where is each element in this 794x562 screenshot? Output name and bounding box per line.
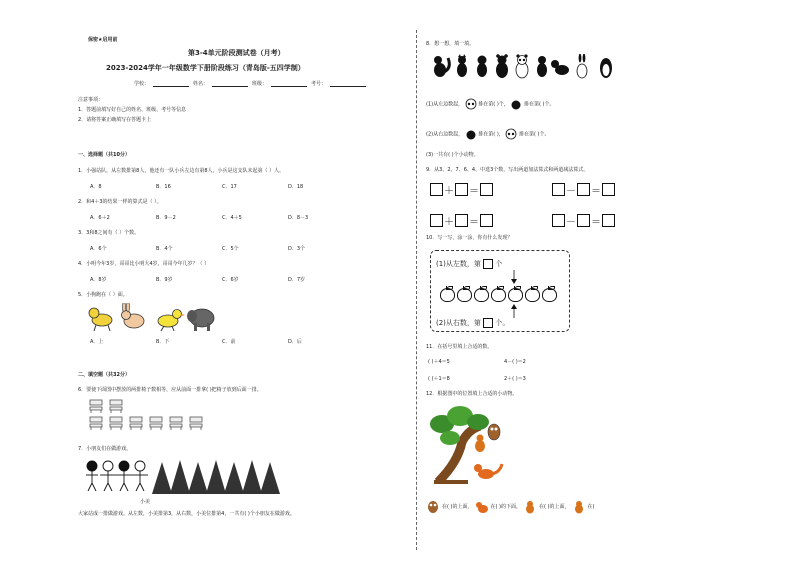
answer-box[interactable] <box>480 214 493 227</box>
q2-option-a[interactable]: A．6＋2 <box>90 215 110 221</box>
addition-equation-2: ＋ ＝ <box>430 213 493 228</box>
school-field[interactable] <box>153 82 189 87</box>
q4-option-d[interactable]: D．7岁 <box>288 277 306 283</box>
note-item: 2．请将答案正确填写在答题卡上 <box>78 117 152 123</box>
q3-option-d[interactable]: D．3个 <box>288 246 306 252</box>
q11-item[interactable]: ( )＋4＝5 <box>428 359 450 365</box>
question-7-text: 大家站成一排做游戏。从左数，小美排第3，从右数，小美位排第4，一共有( )个小朋友在做游戏。 <box>78 511 295 517</box>
chick-icon <box>158 310 185 332</box>
squirrel-icon <box>465 128 477 140</box>
penguin-icon <box>600 58 612 78</box>
q5-option-d[interactable]: D．后 <box>288 339 302 345</box>
squirrel-icon <box>434 56 449 77</box>
addition-equation-1: ＋ ＝ <box>430 182 493 197</box>
question-7: 7．小朋友们在做游戏。 <box>78 446 132 452</box>
kid-name-label: 小美 <box>140 499 151 505</box>
student-info-row <box>134 82 366 87</box>
cat-icon <box>537 56 547 77</box>
rabbit-icon <box>122 303 145 328</box>
apple-icon <box>457 288 472 302</box>
q2-option-c[interactable]: C．4＋5 <box>222 215 242 221</box>
page-title: 第3-4单元阶段测试卷（月考） <box>188 49 285 57</box>
question-9: 9．从3、2、7、6、4、中选3个数，写出两道加法算式和两道减法算式。 <box>426 167 589 173</box>
question-5: 5．小狗跑在（ ）面。 <box>78 292 128 298</box>
apple-icon <box>491 288 506 302</box>
answer-box[interactable] <box>480 183 493 196</box>
dog-icon <box>89 308 112 331</box>
q2-option-b[interactable]: B．9－2 <box>156 215 176 221</box>
apple-icon <box>525 288 540 302</box>
q8-line2: (2)从右边数起， 排在第( )， 排在第( )个。 <box>426 128 549 140</box>
class-field[interactable] <box>271 82 307 87</box>
chair-icon <box>90 417 102 430</box>
exam-number-label: 考号： <box>311 81 327 87</box>
q10-right-count: (2)从右数，第 个。 <box>436 319 510 327</box>
q5-option-c[interactable]: C．前 <box>222 339 236 345</box>
squirrel-icon <box>475 435 485 453</box>
kids-playing-illustration <box>84 458 284 508</box>
left-column <box>78 32 406 552</box>
q8-line1: (1)从左边数起， 排在第( )个， 排在第( )个。 <box>426 98 554 110</box>
answer-box[interactable] <box>552 183 565 196</box>
column-divider <box>416 30 417 550</box>
question-2: 2．和4＋3的结果一样的算式是（ ）。 <box>78 199 162 205</box>
question-12: 12．根据图中的位置填上合适的小动物。 <box>426 391 518 397</box>
owl-icon <box>488 424 500 440</box>
chair-icon <box>150 417 162 430</box>
fox-icon <box>474 464 502 479</box>
answer-box[interactable] <box>577 183 590 196</box>
apple-icon <box>508 288 523 302</box>
q4-option-c[interactable]: C．6岁 <box>222 277 239 283</box>
q11-item[interactable]: 4－( )＝2 <box>504 359 526 365</box>
chair-icon <box>130 417 142 430</box>
q5-option-b[interactable]: B．下 <box>156 339 170 345</box>
answer-box[interactable] <box>602 214 615 227</box>
chair-icon <box>190 417 202 430</box>
class-label: 班级： <box>252 81 268 87</box>
exam-number-field[interactable] <box>330 82 366 87</box>
question-6: 6．要使下面图中摆放的两排椅子数相等，应从前面一排拿( )把椅子放到后面一排。 <box>78 387 262 393</box>
name-field[interactable] <box>212 82 248 87</box>
owl-icon <box>426 500 440 514</box>
section1-heading: 一、选择题（共10分） <box>78 152 130 158</box>
answer-box[interactable] <box>483 259 493 269</box>
q12-answer-row: 在( )的上面， 在( )的下面， 在( )的上面， 在( <box>426 500 594 514</box>
squirrel-icon <box>572 500 586 514</box>
arrow-down-icon <box>510 270 518 284</box>
school-label: 学校： <box>134 81 150 87</box>
q5-option-a[interactable]: A．上 <box>90 339 104 345</box>
question-8: 8．想一想，填一填。 <box>426 41 475 47</box>
arrow-up-icon <box>510 304 518 318</box>
question-1: 1．小强站队，从左数排第8人，他还有一队小兵左边有第8人，小兵是这支队未起第（ ）人。 <box>78 168 285 174</box>
elephant-icon <box>187 309 214 331</box>
kids-group <box>86 461 148 491</box>
q11-item[interactable]: ( )＋1＝8 <box>428 376 450 382</box>
q2-option-d[interactable]: D．8－3 <box>288 215 309 221</box>
q4-option-b[interactable]: B．9岁 <box>156 277 173 283</box>
question-3: 3．3和8之间有（ ）个数。 <box>78 230 140 236</box>
right-column <box>424 32 764 552</box>
fox-icon <box>457 54 467 77</box>
panda-icon <box>465 98 477 110</box>
q11-item[interactable]: 2＋( )＝3 <box>504 376 526 382</box>
question-11: 11．在括号里填上合适的数。 <box>426 344 493 350</box>
chair-icon <box>110 400 122 413</box>
section2-heading: 二、填空题（共32分） <box>78 372 130 378</box>
chairs-illustration <box>88 398 218 432</box>
apple-icon <box>542 288 557 302</box>
page-subtitle: 2023-2024学年一年级数学下册阶段练习（青岛版-五四学制） <box>106 64 305 72</box>
q10-left-count: (1)从左数，第 个 <box>436 260 503 268</box>
animal-silhouettes-row <box>430 54 620 80</box>
animals-running-illustration <box>88 303 218 333</box>
question-4: 4．小明今年3岁，哥哥比小明大4岁，哥哥今年几岁？（ ） <box>78 261 210 267</box>
q1-option-c[interactable]: C．17 <box>222 184 237 190</box>
notes-heading: 注意事项： <box>78 97 104 103</box>
chair-icon <box>110 417 122 430</box>
subtraction-equation-2: － ＝ <box>552 213 615 228</box>
tree-animals-illustration <box>428 402 508 484</box>
secret-label: 保密★启用前 <box>88 37 118 43</box>
apple-icon <box>474 288 489 302</box>
question-10: 10．写一写，涂一涂，你有什么发现？ <box>426 235 513 241</box>
bear-icon <box>496 54 508 78</box>
q1-option-a[interactable]: A．8 <box>90 184 102 190</box>
q1-option-d[interactable]: D．18 <box>288 184 304 190</box>
chair-icon <box>170 417 182 430</box>
chair-icon <box>90 400 102 413</box>
name-label: 姓名： <box>193 81 209 87</box>
answer-box[interactable] <box>455 183 468 196</box>
subtraction-equation-1: － ＝ <box>552 182 615 197</box>
apple-icon <box>440 288 455 302</box>
panda-icon <box>516 54 528 78</box>
answer-box[interactable] <box>577 214 590 227</box>
note-item: 1．答题前填写好自己的姓名、班级、考号等信息 <box>78 107 187 113</box>
answer-box[interactable] <box>552 214 565 227</box>
answer-box[interactable] <box>455 214 468 227</box>
q1-option-b[interactable]: B．16 <box>156 184 171 190</box>
panda-icon <box>505 128 517 140</box>
q3-option-c[interactable]: C．5个 <box>222 246 239 252</box>
q3-option-b[interactable]: B．4个 <box>156 246 173 252</box>
answer-box[interactable] <box>430 183 443 196</box>
fox-icon <box>475 500 489 514</box>
q3-option-a[interactable]: A．6个 <box>90 246 107 252</box>
squirrel-icon <box>510 98 522 110</box>
q8-line3: (3)一共有( )个小动物。 <box>426 152 479 158</box>
q4-option-a[interactable]: A．8岁 <box>90 277 107 283</box>
squirrel-icon <box>523 500 537 514</box>
answer-box[interactable] <box>430 214 443 227</box>
monkey-icon <box>477 56 487 78</box>
dog-icon <box>551 60 569 75</box>
answer-box[interactable] <box>602 183 615 196</box>
trees-group <box>152 460 280 494</box>
answer-box[interactable] <box>483 318 493 328</box>
rabbit-icon <box>577 54 587 78</box>
